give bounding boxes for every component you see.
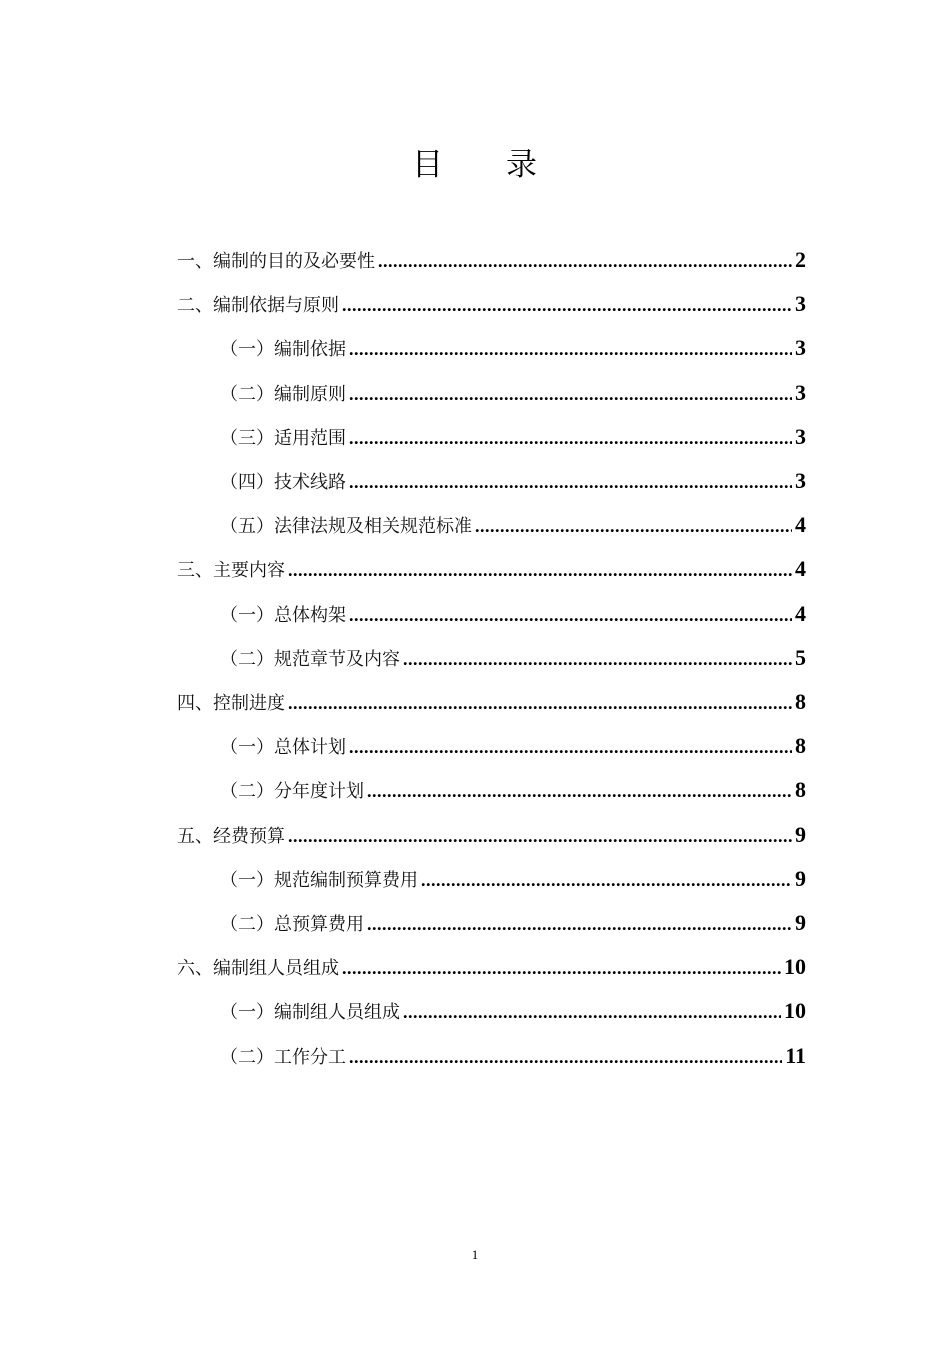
toc-entry-page-number: 2 xyxy=(795,247,806,272)
toc-entry-leader-dots xyxy=(367,902,792,946)
toc-entry-page-number: 5 xyxy=(795,644,806,670)
toc-entry-leader-dots xyxy=(288,814,792,858)
toc-entry-label: 一、编制的目的及必要性 xyxy=(177,251,375,272)
toc-entry-page-number: 8 xyxy=(795,777,806,803)
toc-entry-label: 四、控制进度 xyxy=(177,693,285,714)
toc-entry-page-number: 11 xyxy=(785,1042,806,1068)
toc-entry-leader-dots xyxy=(403,990,781,1034)
toc-entry[interactable] xyxy=(220,415,806,459)
toc-entry-leader-dots xyxy=(349,460,792,504)
toc-entry[interactable] xyxy=(177,680,806,724)
toc-entry-page-number: 3 xyxy=(795,379,806,405)
toc-entry-label: （一）编制依据 xyxy=(220,339,346,361)
toc-entry-leader-dots xyxy=(288,681,792,725)
toc-entry-leader-dots xyxy=(403,637,792,681)
toc-entry-label: （二）工作分工 xyxy=(220,1046,346,1068)
toc-entry-page-number: 4 xyxy=(795,512,806,538)
toc-entry-leader-dots xyxy=(349,372,792,416)
toc-entry-page-number: 10 xyxy=(784,954,806,980)
toc-entry-page-number: 4 xyxy=(795,600,806,626)
toc-entry[interactable] xyxy=(220,1034,806,1078)
toc-entry-label: 六、编制组人员组成 xyxy=(177,958,339,980)
toc-entry-leader-dots xyxy=(349,416,792,460)
toc-entry-label: （三）适用范围 xyxy=(220,427,346,449)
toc-entry[interactable] xyxy=(220,326,806,370)
toc-entry[interactable] xyxy=(220,371,806,415)
toc-entry-leader-dots xyxy=(342,283,792,327)
toc-entry-label: （二）总预算费用 xyxy=(220,914,364,935)
toc-entry-page-number: 4 xyxy=(795,556,806,582)
toc-entry-leader-dots xyxy=(288,548,792,592)
toc-entry-page-number: 9 xyxy=(795,865,806,891)
toc-entry-label: （四）技术线路 xyxy=(220,472,346,493)
toc-title-part2: 录 xyxy=(506,147,538,183)
toc-entry-page-number: 8 xyxy=(795,733,806,759)
toc-entry-page-number: 9 xyxy=(795,910,806,935)
toc-entry-leader-dots xyxy=(349,725,792,769)
toc-entry-leader-dots xyxy=(378,239,792,283)
toc-entry[interactable] xyxy=(177,945,806,989)
toc-entry[interactable] xyxy=(220,768,806,812)
toc-entry-leader-dots xyxy=(421,858,792,902)
toc-entry-label: 五、经费预算 xyxy=(177,825,285,847)
toc-entry-label: （二）规范章节及内容 xyxy=(220,648,400,670)
toc-entry-leader-dots xyxy=(475,504,792,548)
toc-entry-label: （一）编制组人员组成 xyxy=(220,1002,400,1024)
toc-entry-leader-dots xyxy=(349,1035,782,1079)
toc-title xyxy=(0,140,950,190)
toc-entry-page-number: 3 xyxy=(795,291,806,317)
toc-entry-page-number: 3 xyxy=(795,335,806,361)
toc-entry[interactable] xyxy=(220,857,806,901)
toc-entry-label: （一）总体构架 xyxy=(220,604,346,626)
toc-entry[interactable] xyxy=(220,459,806,503)
toc-entry[interactable] xyxy=(177,813,806,857)
toc-title-part1: 目 xyxy=(412,147,444,183)
toc-entry-leader-dots xyxy=(342,946,781,990)
toc-entry[interactable] xyxy=(220,901,806,945)
toc-entry-label: 三、主要内容 xyxy=(177,560,285,582)
toc-entry-page-number: 3 xyxy=(795,423,806,449)
toc-entry-label: （一）规范编制预算费用 xyxy=(220,869,418,891)
toc-entry-label: （五）法律法规及相关规范标准 xyxy=(220,516,472,538)
toc-entry-label: （二）分年度计划 xyxy=(220,781,364,803)
toc-entry[interactable] xyxy=(220,724,806,768)
toc-entry[interactable] xyxy=(220,592,806,636)
toc-entry[interactable] xyxy=(177,282,806,326)
toc-entry[interactable] xyxy=(177,547,806,591)
toc-entry-page-number: 3 xyxy=(795,468,806,493)
toc-entry-page-number: 8 xyxy=(795,689,806,714)
toc-entry-page-number: 9 xyxy=(795,821,806,847)
toc-entry-page-number: 10 xyxy=(784,998,806,1024)
toc-entry[interactable] xyxy=(177,238,806,282)
page-number-footer: 1 xyxy=(471,1247,479,1262)
toc-entry-label: （二）编制原则 xyxy=(220,383,346,405)
toc-entry[interactable] xyxy=(220,636,806,680)
toc-entry-leader-dots xyxy=(349,593,792,637)
toc-entry[interactable] xyxy=(220,503,806,547)
toc-entry-label: （一）总体计划 xyxy=(220,737,346,759)
toc-entry[interactable] xyxy=(220,989,806,1033)
toc-entry-leader-dots xyxy=(349,327,792,371)
toc-entry-label: 二、编制依据与原则 xyxy=(177,295,339,317)
toc-entry-leader-dots xyxy=(367,769,792,813)
